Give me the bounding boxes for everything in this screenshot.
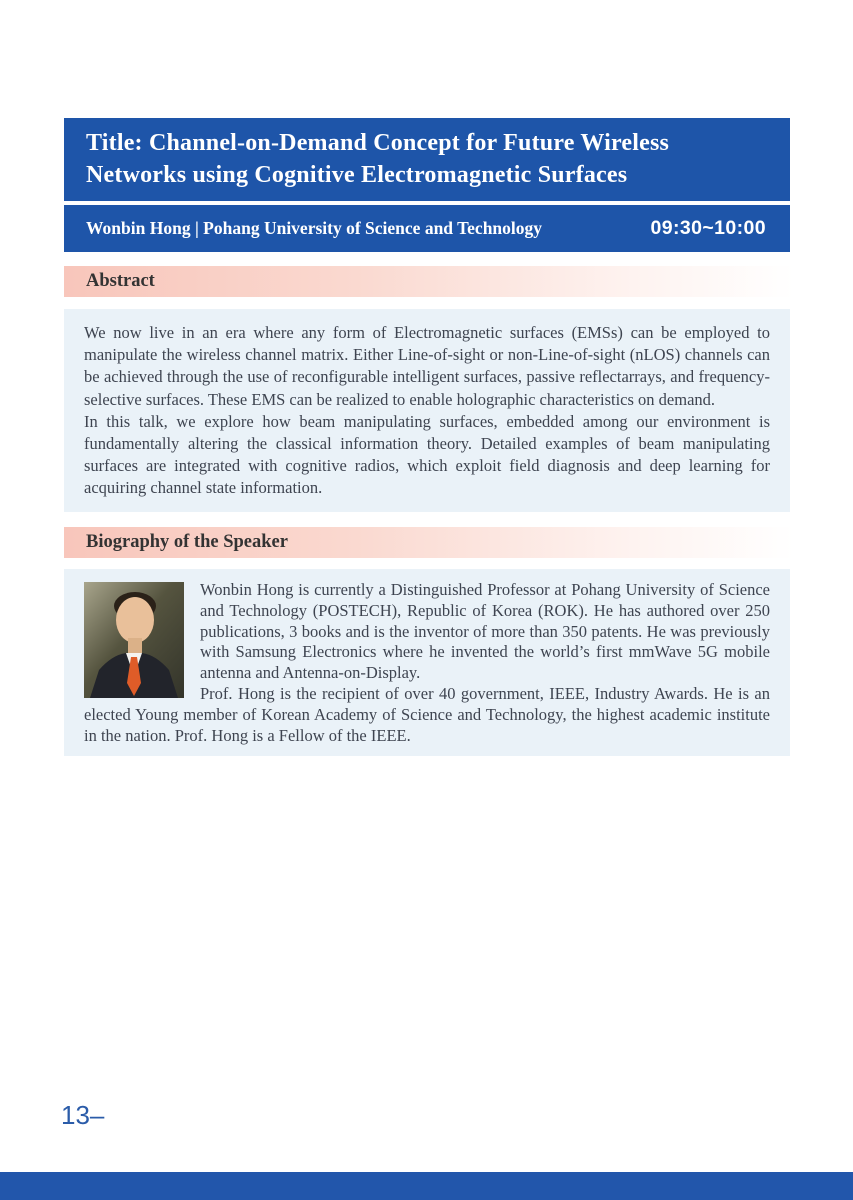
abstract-section-header bbox=[64, 266, 794, 297]
session-title bbox=[64, 118, 790, 201]
session-time: 09:30~10:00 bbox=[650, 217, 766, 239]
speaker-photo bbox=[84, 582, 184, 698]
page-number: 13– bbox=[61, 1100, 105, 1130]
biography-paragraph: Wonbin Hong is currently a Distinguished Professor at Pohang University of Science and Technology (POSTECH), Republic of Korea (ROK). He has authored over 250 publications, 3 books and is the inventor of more than 350 patents. He was previously with Samsung Electronics where he invented the world’s first mmWave 5G mobile antenna and Antenna-on-Display. bbox=[200, 580, 770, 683]
biography-heading: Biography of the Speaker bbox=[86, 532, 288, 552]
speaker-name-affiliation: Wonbin Hong | Pohang University of Science and Technology bbox=[86, 218, 543, 238]
abstract-paragraph: In this talk, we explore how beam manipulating surfaces, embedded among our environment is fundamentally altering the classical information theory. Detailed examples of beam manipulating surfaces are integrated with cognitive radios, which exploit field diagnosis and deep learning for acquiring channel state information. bbox=[84, 411, 770, 498]
abstract-box bbox=[64, 309, 790, 512]
biography-box bbox=[64, 569, 790, 756]
abstract-heading: Abstract bbox=[86, 271, 155, 291]
footer-band bbox=[0, 1172, 853, 1200]
abstract-paragraph: We now live in an era where any form of Electromagnetic surfaces (EMSs) can be employed to manipulate the wireless channel matrix. Either Line-of-sight or non-Line-of-sight (nLOS) channels can be achieved through the use of reconfigurable intelligent surfaces, passive reflectarrays, and frequency-selective surfaces. These EMS can be realized to enable holographic characteristics on demand. bbox=[84, 323, 770, 409]
speaker-bar bbox=[64, 205, 790, 252]
biography-section-header bbox=[64, 527, 794, 558]
session-title-text: Title: Channel-on-Demand Concept for Future Wireless Networks using Cognitive Electromagnetic Surfaces bbox=[86, 130, 670, 188]
biography-paragraph: Prof. Hong is the recipient of over 40 government, IEEE, Industry Awards. He is an elected Young member of Korean Academy of Science and Technology, the highest academic institute in the nation. Prof. Hong is a Fellow of the IEEE. bbox=[84, 683, 770, 745]
